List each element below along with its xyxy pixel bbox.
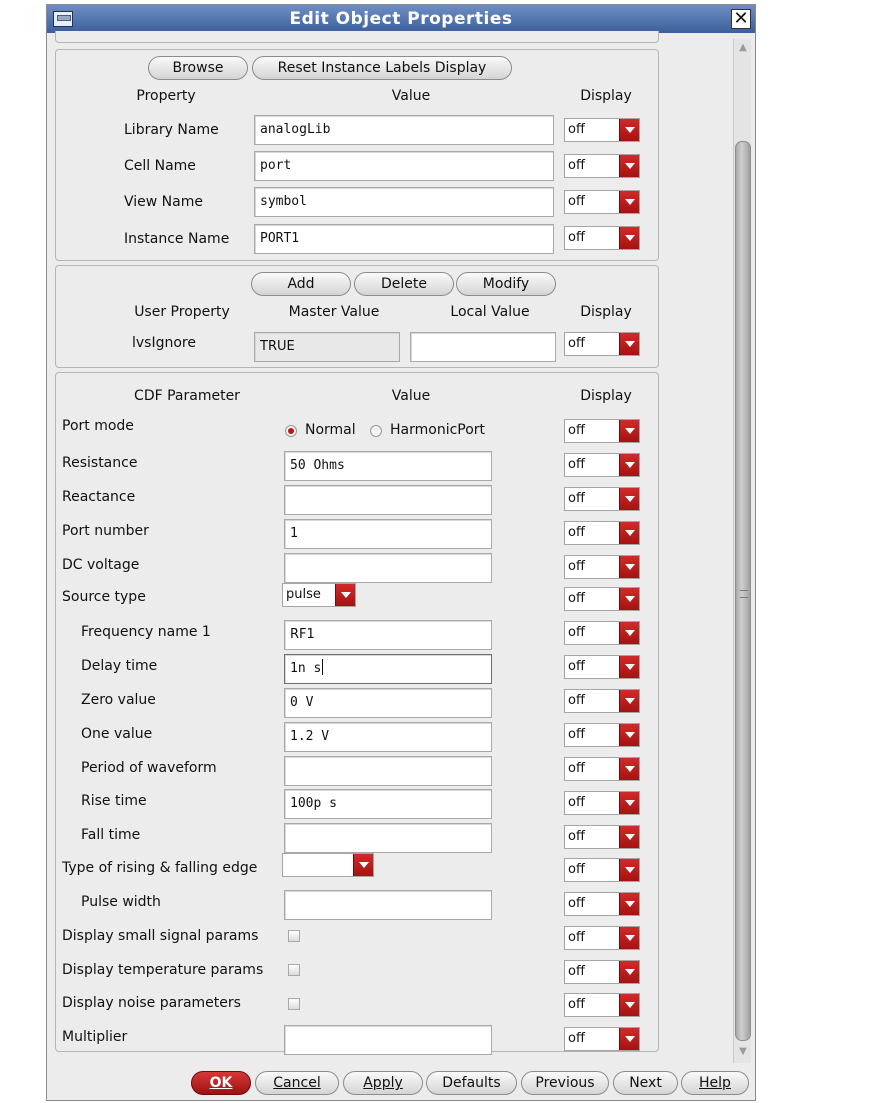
- frequency-name-field[interactable]: RF1: [284, 620, 492, 650]
- master-value-field: TRUE: [254, 332, 400, 362]
- multiplier-display-select[interactable]: [564, 1027, 640, 1051]
- dropdown-value: off: [568, 559, 585, 574]
- text-cursor: [322, 659, 323, 675]
- dc-voltage-display-select[interactable]: [564, 555, 640, 579]
- local-value-header: Local Value: [450, 304, 530, 320]
- dropdown-value: off: [568, 896, 585, 911]
- dropdown-arrow-icon: [353, 854, 373, 876]
- modify-button[interactable]: Modify: [456, 272, 556, 296]
- rise-time-display-select[interactable]: [564, 791, 640, 815]
- browse-button[interactable]: Browse: [148, 56, 248, 80]
- dropdown-arrow-icon: [619, 690, 639, 712]
- port-mode-normal-radio[interactable]: [285, 425, 297, 437]
- library-name-display-select[interactable]: [564, 118, 640, 142]
- fall-time-field[interactable]: [284, 823, 492, 853]
- view-name-label: View Name: [124, 194, 203, 210]
- scroll-grip-icon: [740, 590, 748, 598]
- fall-time-display-select[interactable]: [564, 825, 640, 849]
- pulse-width-field[interactable]: [284, 890, 492, 920]
- cell-name-display-select[interactable]: [564, 154, 640, 178]
- dropdown-arrow-icon: [619, 994, 639, 1016]
- temperature-label: Display temperature params: [62, 962, 264, 978]
- dropdown-value: pulse: [286, 587, 321, 602]
- cdf-parameter-header: CDF Parameter: [134, 388, 240, 404]
- cdf-parameters-panel: [55, 372, 659, 1052]
- scroll-up-icon[interactable]: ▲: [739, 42, 747, 53]
- local-value-field[interactable]: [410, 332, 556, 362]
- edit-object-properties-window: [46, 4, 756, 1101]
- delay-time-value: 1n s: [290, 661, 322, 676]
- reset-labels-button[interactable]: Reset Instance Labels Display: [252, 56, 512, 80]
- edge-type-label: Type of rising & falling edge: [62, 860, 258, 876]
- add-button[interactable]: Add: [251, 272, 351, 296]
- dropdown-value: off: [568, 194, 585, 209]
- noise-display-select[interactable]: [564, 993, 640, 1017]
- dropdown-value: off: [568, 795, 585, 810]
- library-name-field[interactable]: analogLib: [254, 115, 554, 145]
- user-property-display-select[interactable]: [564, 332, 640, 356]
- apply-button[interactable]: [343, 1071, 423, 1095]
- frequency-name-display-select[interactable]: [564, 621, 640, 645]
- dropdown-arrow-icon: [619, 826, 639, 848]
- dropdown-value: off: [568, 1031, 585, 1046]
- display-header: Display: [580, 88, 632, 104]
- user-property-header: User Property: [134, 304, 230, 320]
- dropdown-arrow-icon: [619, 859, 639, 881]
- ok-label: OK: [209, 1075, 233, 1091]
- temperature-checkbox[interactable]: [288, 964, 300, 976]
- clipped-panel: [55, 31, 659, 43]
- dropdown-arrow-icon: [619, 927, 639, 949]
- window-title: Edit Object Properties: [289, 9, 513, 29]
- property-header: Property: [136, 88, 196, 104]
- dropdown-arrow-icon: [619, 724, 639, 746]
- reactance-display-select[interactable]: [564, 487, 640, 511]
- edge-type-display-select[interactable]: [564, 858, 640, 882]
- dropdown-value: off: [568, 158, 585, 173]
- dropdown-value: off: [568, 930, 585, 945]
- dropdown-value: off: [568, 693, 585, 708]
- help-label: Help: [699, 1075, 731, 1091]
- one-value-display-select[interactable]: [564, 723, 640, 747]
- small-signal-label: Display small signal params: [62, 928, 259, 944]
- one-value-field[interactable]: 1.2 V: [284, 722, 492, 752]
- dc-voltage-label: DC voltage: [62, 557, 140, 573]
- dropdown-value: off: [568, 122, 585, 137]
- dc-voltage-field[interactable]: [284, 553, 492, 583]
- dropdown-arrow-icon: [619, 588, 639, 610]
- frequency-name-label: Frequency name 1: [81, 624, 211, 640]
- dropdown-arrow-icon: [619, 488, 639, 510]
- source-type-display-select[interactable]: [564, 587, 640, 611]
- period-field[interactable]: [284, 756, 492, 786]
- display-header: Display: [580, 304, 632, 320]
- cell-name-label: Cell Name: [124, 158, 196, 174]
- dropdown-arrow-icon: [619, 1028, 639, 1050]
- dropdown-value: off: [568, 230, 585, 245]
- dropdown-arrow-icon: [619, 522, 639, 544]
- source-type-select[interactable]: [282, 583, 356, 607]
- multiplier-label: Multiplier: [62, 1029, 128, 1045]
- instance-properties-panel: [55, 49, 659, 261]
- multiplier-field[interactable]: [284, 1025, 492, 1055]
- vertical-scrollbar[interactable]: [733, 39, 751, 1063]
- dropdown-value: off: [568, 862, 585, 877]
- dropdown-arrow-icon: [619, 556, 639, 578]
- dropdown-arrow-icon: [619, 656, 639, 678]
- one-value-label: One value: [81, 726, 153, 742]
- delete-button[interactable]: Delete: [354, 272, 454, 296]
- dropdown-value: off: [568, 491, 585, 506]
- port-mode-harmonic-label: HarmonicPort: [390, 422, 486, 438]
- dropdown-arrow-icon: [619, 622, 639, 644]
- dropdown-arrow-icon: [619, 333, 639, 355]
- cancel-button[interactable]: [255, 1071, 339, 1095]
- library-name-label: Library Name: [124, 122, 219, 138]
- instance-name-field[interactable]: PORT1: [254, 224, 554, 254]
- defaults-button[interactable]: Defaults: [426, 1071, 517, 1095]
- port-mode-display-select[interactable]: [564, 419, 640, 443]
- help-button[interactable]: [681, 1071, 749, 1095]
- small-signal-checkbox[interactable]: [288, 930, 300, 942]
- resistance-label: Resistance: [62, 455, 138, 471]
- dropdown-arrow-icon: [619, 191, 639, 213]
- period-label: Period of waveform: [81, 760, 217, 776]
- title-bar[interactable]: [47, 5, 755, 33]
- noise-label: Display noise parameters: [62, 995, 241, 1011]
- dropdown-value: off: [568, 423, 585, 438]
- port-number-display-select[interactable]: [564, 521, 640, 545]
- view-name-display-select[interactable]: [564, 190, 640, 214]
- dropdown-value: off: [568, 761, 585, 776]
- scroll-down-icon[interactable]: ▼: [739, 1046, 747, 1057]
- temperature-display-select[interactable]: [564, 960, 640, 984]
- dropdown-arrow-icon: [619, 420, 639, 442]
- dropdown-arrow-icon: [619, 155, 639, 177]
- dropdown-arrow-icon: [619, 227, 639, 249]
- delay-time-display-select[interactable]: [564, 655, 640, 679]
- scroll-thumb[interactable]: [735, 141, 751, 1041]
- ok-button[interactable]: [191, 1071, 251, 1095]
- source-type-label: Source type: [62, 589, 146, 605]
- port-number-field[interactable]: 1: [284, 519, 492, 549]
- rise-time-field[interactable]: 100p s: [284, 789, 492, 819]
- dropdown-value: off: [568, 727, 585, 742]
- zero-value-label: Zero value: [81, 692, 156, 708]
- value-header: Value: [391, 388, 431, 404]
- pulse-width-label: Pulse width: [81, 894, 161, 910]
- apply-label: Apply: [363, 1075, 403, 1091]
- rise-time-label: Rise time: [81, 793, 147, 809]
- delay-time-field[interactable]: [284, 654, 492, 684]
- port-mode-harmonic-radio[interactable]: [370, 425, 382, 437]
- dropdown-arrow-icon: [619, 961, 639, 983]
- pulse-width-display-select[interactable]: [564, 892, 640, 916]
- resistance-display-select[interactable]: [564, 453, 640, 477]
- edge-type-select[interactable]: [282, 853, 374, 877]
- reactance-label: Reactance: [62, 489, 136, 505]
- dropdown-arrow-icon: [619, 792, 639, 814]
- next-button[interactable]: Next: [613, 1071, 678, 1095]
- lvsignore-label: lvsIgnore: [132, 335, 196, 351]
- dropdown-arrow-icon: [335, 584, 355, 606]
- view-name-field[interactable]: symbol: [254, 187, 554, 217]
- cell-name-field[interactable]: port: [254, 151, 554, 181]
- dropdown-value: off: [568, 457, 585, 472]
- small-signal-display-select[interactable]: [564, 926, 640, 950]
- instance-name-display-select[interactable]: [564, 226, 640, 250]
- dropdown-arrow-icon: [619, 758, 639, 780]
- user-properties-panel: [55, 265, 659, 368]
- dropdown-arrow-icon: [619, 454, 639, 476]
- port-number-label: Port number: [62, 523, 149, 539]
- dropdown-value: off: [568, 659, 585, 674]
- resistance-field[interactable]: 50 Ohms: [284, 451, 492, 481]
- zero-value-display-select[interactable]: [564, 689, 640, 713]
- dropdown-arrow-icon: [619, 119, 639, 141]
- dropdown-value: off: [568, 829, 585, 844]
- display-header: Display: [580, 388, 632, 404]
- dropdown-value: off: [568, 591, 585, 606]
- dropdown-arrow-icon: [619, 893, 639, 915]
- value-header: Value: [391, 88, 431, 104]
- dropdown-value: off: [568, 997, 585, 1012]
- delay-time-label: Delay time: [81, 658, 158, 674]
- zero-value-field[interactable]: 0 V: [284, 688, 492, 718]
- dropdown-value: off: [568, 336, 585, 351]
- reactance-field[interactable]: [284, 485, 492, 515]
- master-value-header: Master Value: [288, 304, 380, 320]
- cancel-label: Cancel: [273, 1075, 321, 1091]
- instance-name-label: Instance Name: [124, 231, 230, 247]
- dropdown-value: off: [568, 625, 585, 640]
- close-icon[interactable]: ✕: [731, 9, 751, 29]
- port-mode-normal-label: Normal: [305, 422, 356, 438]
- fall-time-label: Fall time: [81, 827, 141, 843]
- period-display-select[interactable]: [564, 757, 640, 781]
- previous-button[interactable]: Previous: [521, 1071, 609, 1095]
- noise-checkbox[interactable]: [288, 998, 300, 1010]
- dropdown-value: off: [568, 525, 585, 540]
- port-mode-label: Port mode: [62, 418, 134, 434]
- dropdown-value: off: [568, 964, 585, 979]
